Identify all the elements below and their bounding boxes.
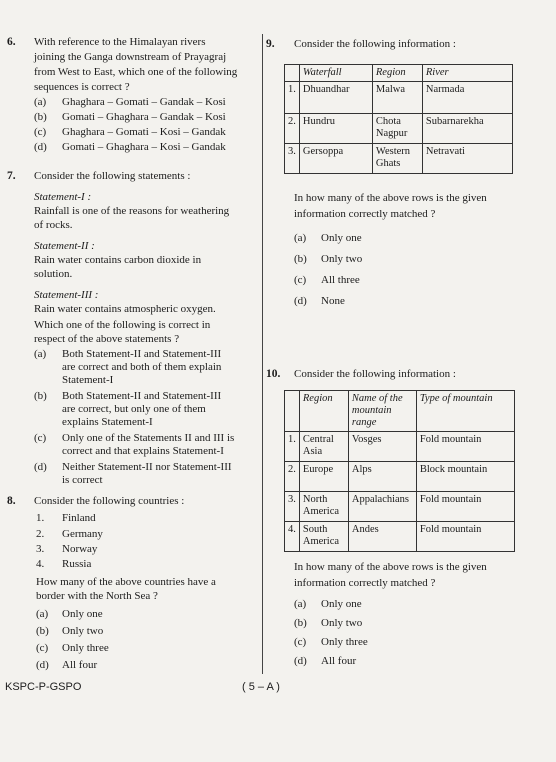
statement-line: Rain water contains carbon dioxide in bbox=[34, 254, 202, 266]
table-cell: Fold mountain bbox=[416, 432, 514, 462]
question-stem-line: With reference to the Himalayan rivers bbox=[34, 36, 206, 48]
option-label: (d) bbox=[34, 461, 47, 473]
row-number: 1. bbox=[285, 432, 300, 462]
question-stem-line: joining the Ganga downstream of Prayagraj bbox=[34, 51, 227, 63]
option-label: (a) bbox=[36, 608, 49, 620]
option-line: is correct bbox=[62, 474, 103, 486]
option-text: Only one bbox=[62, 608, 103, 620]
option-label: (c) bbox=[294, 636, 307, 648]
question-line: information correctly matched ? bbox=[294, 577, 436, 589]
option-label: (d) bbox=[36, 659, 49, 671]
row-number: 3. bbox=[285, 492, 300, 522]
question-line: How many of the above countries have a bbox=[36, 576, 216, 588]
statement-title: Statement-I : bbox=[34, 191, 92, 203]
option-label: (b) bbox=[294, 617, 307, 629]
table-header-row bbox=[285, 391, 515, 432]
row-number: 2. bbox=[285, 114, 300, 144]
header-cell: Type of mountain bbox=[416, 391, 514, 432]
table-cell: Andes bbox=[348, 522, 416, 552]
table-cell: Gersoppa bbox=[299, 144, 372, 174]
option-label: (a) bbox=[294, 598, 307, 610]
question-line: Which one of the following is correct in bbox=[34, 319, 211, 331]
country-number: 3. bbox=[36, 543, 45, 555]
option-line: are correct and both of them explain bbox=[62, 361, 222, 373]
question-intro: Consider the following information : bbox=[294, 38, 456, 50]
option-text: Only two bbox=[62, 625, 104, 637]
statement-line: solution. bbox=[34, 268, 73, 280]
option-text: None bbox=[321, 295, 345, 307]
option-line: explains Statement-I bbox=[62, 416, 153, 428]
header-cell: Region bbox=[372, 65, 422, 82]
page-number: ( 5 – A ) bbox=[242, 681, 280, 693]
option-line: Statement-I bbox=[62, 374, 114, 386]
row-number: 1. bbox=[285, 82, 300, 114]
option-label: (c) bbox=[34, 432, 47, 444]
table-cell: Europe bbox=[299, 462, 348, 492]
option-line: Both Statement-II and Statement-III bbox=[62, 348, 222, 360]
row-number: 3. bbox=[285, 144, 300, 174]
country-number: 1. bbox=[36, 512, 45, 524]
question-intro: Consider the following countries : bbox=[34, 495, 185, 507]
table-row bbox=[285, 144, 513, 174]
table-cell: Fold mountain bbox=[416, 522, 514, 552]
option-label: (b) bbox=[34, 111, 47, 123]
table-cell: Dhuandhar bbox=[299, 82, 372, 114]
question-stem-line: from West to East, which one of the following bbox=[34, 66, 238, 78]
question-line: information correctly matched ? bbox=[294, 208, 436, 220]
option-text: Only three bbox=[321, 636, 368, 648]
option-label: (c) bbox=[294, 274, 307, 286]
statement-line: Rainfall is one of the reasons for weathering bbox=[34, 205, 230, 217]
column-divider bbox=[262, 34, 263, 674]
table-cell: Netravati bbox=[422, 144, 512, 174]
question-line: In how many of the above rows is the given bbox=[294, 192, 487, 204]
option-text: Only one bbox=[321, 598, 362, 610]
statement-line: Rain water contains atmospheric oxygen. bbox=[34, 303, 216, 315]
option-line: Both Statement-II and Statement-III bbox=[62, 390, 222, 402]
table-cell: North America bbox=[299, 492, 348, 522]
option-text: Only one bbox=[321, 232, 362, 244]
header-cell: Name of the mountain range bbox=[348, 391, 416, 432]
table-cell: Narmada bbox=[422, 82, 512, 114]
option-line: are correct, but only one of them bbox=[62, 403, 206, 415]
option-label: (a) bbox=[34, 96, 47, 108]
option-text: Only two bbox=[321, 253, 363, 265]
header-cell: River bbox=[422, 65, 512, 82]
country-number: 2. bbox=[36, 528, 45, 540]
country-number: 4. bbox=[36, 558, 45, 570]
statement-title: Statement-II : bbox=[34, 240, 95, 252]
row-number: 4. bbox=[285, 522, 300, 552]
country-name: Germany bbox=[62, 528, 103, 540]
row-number: 2. bbox=[285, 462, 300, 492]
option-text: All three bbox=[321, 274, 360, 286]
table-cell: South America bbox=[299, 522, 348, 552]
table-cell: Western Ghats bbox=[372, 144, 422, 174]
paper-code: KSPC-P-GSPO bbox=[5, 681, 82, 693]
option-text: Only three bbox=[62, 642, 109, 654]
country-name: Finland bbox=[62, 512, 96, 524]
question-number: 9. bbox=[266, 38, 275, 50]
statement-title: Statement-III : bbox=[34, 289, 99, 301]
waterfall-table bbox=[284, 64, 513, 174]
table-cell: Alps bbox=[348, 462, 416, 492]
option-line: Only one of the Statements II and III is bbox=[62, 432, 235, 444]
option-label: (c) bbox=[36, 642, 49, 654]
question-number: 6. bbox=[7, 36, 16, 48]
option-label: (a) bbox=[294, 232, 307, 244]
option-label: (d) bbox=[294, 655, 307, 667]
table-row bbox=[285, 432, 515, 462]
header-cell: Region bbox=[299, 391, 348, 432]
table-header-row bbox=[285, 65, 513, 82]
option-text: Ghaghara – Gomati – Gandak – Kosi bbox=[62, 96, 226, 108]
table-cell: Fold mountain bbox=[416, 492, 514, 522]
question-line: In how many of the above rows is the given bbox=[294, 561, 487, 573]
table-row bbox=[285, 522, 515, 552]
option-label: (b) bbox=[34, 390, 47, 402]
question-number: 8. bbox=[7, 495, 16, 507]
table-row bbox=[285, 114, 513, 144]
table-row bbox=[285, 492, 515, 522]
question-stem-line: sequences is correct ? bbox=[34, 81, 130, 93]
table-cell: Malwa bbox=[372, 82, 422, 114]
option-label: (d) bbox=[294, 295, 307, 307]
option-line: Neither Statement-II nor Statement-III bbox=[62, 461, 232, 473]
option-text: All four bbox=[321, 655, 357, 667]
table-cell: Hundru bbox=[299, 114, 372, 144]
table-cell: Central Asia bbox=[299, 432, 348, 462]
option-label: (d) bbox=[34, 141, 47, 153]
table-cell: Block mountain bbox=[416, 462, 514, 492]
option-text: Gomati – Ghaghara – Kosi – Gandak bbox=[62, 141, 226, 153]
country-name: Russia bbox=[62, 558, 92, 570]
header-cell: Waterfall bbox=[299, 65, 372, 82]
option-label: (c) bbox=[34, 126, 47, 138]
option-line: correct and that explains Statement-I bbox=[62, 445, 224, 457]
question-line: border with the North Sea ? bbox=[36, 590, 158, 602]
header-cell bbox=[285, 65, 300, 82]
option-label: (b) bbox=[294, 253, 307, 265]
table-row bbox=[285, 82, 513, 114]
table-cell: Vosges bbox=[348, 432, 416, 462]
question-intro: Consider the following statements : bbox=[34, 170, 191, 182]
option-text: Ghaghara – Gomati – Kosi – Gandak bbox=[62, 126, 226, 138]
option-text: Gomati – Ghaghara – Gandak – Kosi bbox=[62, 111, 226, 123]
table-cell: Subarnarekha bbox=[422, 114, 512, 144]
option-label: (a) bbox=[34, 348, 47, 360]
option-label: (b) bbox=[36, 625, 49, 637]
statement-line: of rocks. bbox=[34, 219, 73, 231]
table-row bbox=[285, 462, 515, 492]
question-number: 10. bbox=[266, 368, 281, 380]
question-intro: Consider the following information : bbox=[294, 368, 456, 380]
table-cell: Chota Nagpur bbox=[372, 114, 422, 144]
option-text: All four bbox=[62, 659, 98, 671]
question-number: 7. bbox=[7, 170, 16, 182]
question-line: respect of the above statements ? bbox=[34, 333, 180, 345]
option-text: Only two bbox=[321, 617, 363, 629]
country-name: Norway bbox=[62, 543, 98, 555]
header-cell bbox=[285, 391, 300, 432]
mountain-table bbox=[284, 390, 515, 552]
table-cell: Appalachians bbox=[348, 492, 416, 522]
